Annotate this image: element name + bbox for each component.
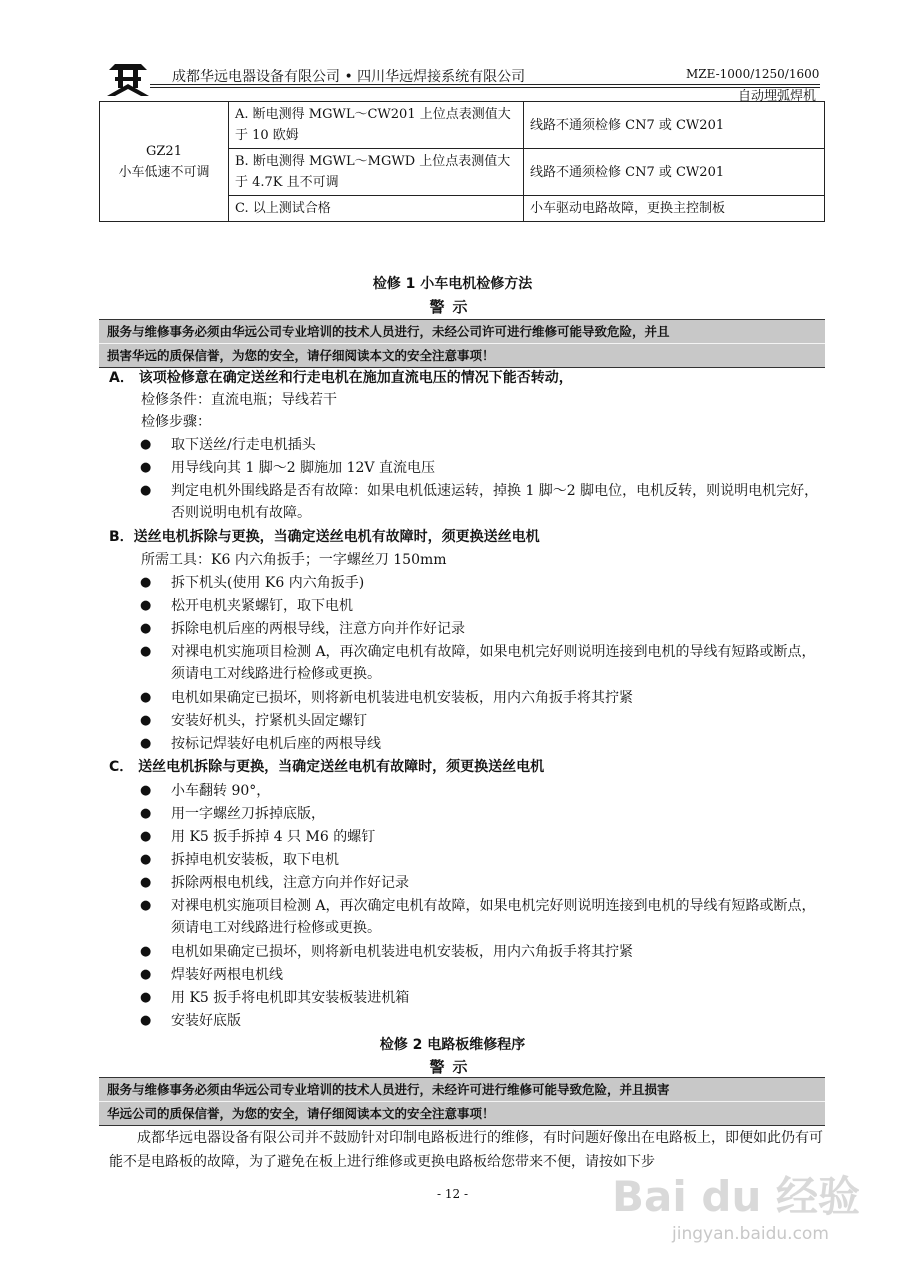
bullet-marker: ●	[140, 460, 152, 475]
warning-line: 服务与维修事务必须由华远公司专业培训的技术人员进行，未经公司许可进行维修可能导致危险，并且	[107, 324, 670, 339]
warning-line: 损害华远的质保信誉，为您的安全，请仔细阅读本文的安全注意事项！	[99, 343, 825, 367]
subsection-b-heading: B．送丝电机拆除与更换，当确定送丝电机有故障时，须更换送丝电机	[109, 529, 540, 545]
bullet-marker: ●	[140, 990, 152, 1005]
watermark-url: jingyan.baidu.com	[672, 1224, 829, 1244]
bullet-marker: ●	[140, 806, 152, 821]
list-item: 松开电机夹紧螺钉，取下电机	[171, 598, 353, 614]
bullet-marker: ●	[140, 621, 152, 636]
bullet-marker: ●	[140, 437, 152, 452]
header-subtitle: 自动埋弧焊机	[738, 89, 817, 104]
warning-box	[99, 319, 825, 368]
header-rule	[150, 84, 820, 85]
subsection-c-heading: C． 送丝电机拆除与更换，当确定送丝电机有故障时，须更换送丝电机	[109, 759, 545, 775]
subsection-b-tools: 所需工具：K6 内六角扳手；一字螺丝刀 150mm	[141, 552, 447, 568]
warning-line: 华远公司的质保信誉，为您的安全，请仔细阅读本文的安全注意事项！	[99, 1101, 825, 1125]
fault-symptom: 小车低速不可调	[118, 164, 210, 180]
bullet-marker: ●	[140, 875, 152, 890]
warning-title: 警示	[429, 298, 476, 316]
list-item: 焊装好两根电机线	[171, 967, 283, 983]
action-cell: 小车驱动电路故障，更换主控制板	[524, 196, 825, 222]
bullet-marker: ●	[140, 644, 152, 659]
bullet-marker: ●	[140, 1013, 152, 1028]
watermark-logo: Bai du 经验	[612, 1172, 860, 1221]
section-title: 检修 1 小车电机检修方法	[372, 276, 533, 292]
list-item: 对裸电机实施项目检测 A，再次确定电机有故障，如果电机完好则说明连接到电机的导线有短路或断点，须请电工对线路进行检修或更换。	[171, 898, 816, 936]
table-row	[100, 102, 825, 149]
action-cell: 线路不通须检修 CN7 或 CW201	[524, 149, 825, 196]
bullet-marker: ●	[140, 852, 152, 867]
fault-code-cell	[100, 102, 229, 222]
header-model: MZE-1000/1250/1600	[686, 67, 820, 81]
warning-line: 服务与维修事务必须由华远公司专业培训的技术人员进行，未经许可进行维修可能导致危险，并且损害	[107, 1082, 670, 1097]
bullet-marker: ●	[140, 736, 152, 751]
condition-cell: A. 断电测得 MGWL～CW201 上位点表测值大于 10 欧姆	[229, 102, 524, 149]
action-cell: 线路不通须检修 CN7 或 CW201	[524, 102, 825, 149]
list-item: 拆除电机后座的两根导线，注意方向并作好记录	[171, 621, 465, 637]
list-item: 用导线向其 1 脚～2 脚施加 12V 直流电压	[171, 460, 435, 476]
bullet-marker: ●	[140, 783, 152, 798]
bullet-marker: ●	[140, 898, 152, 913]
body-paragraph: 成都华远电器设备有限公司并不鼓励针对印制电路板进行的维修，有时问题好像出在电路板上，即便如此仍有可能不是电路板的故障，为了避免在板上进行维修或更换电路板给您带来不便，请按如下步	[109, 1130, 823, 1170]
list-item: 拆除两根电机线，注意方向并作好记录	[171, 875, 409, 891]
bullet-marker: ●	[140, 690, 152, 705]
condition-cell: C. 以上测试合格	[229, 196, 524, 222]
fault-table	[99, 101, 825, 222]
company-logo	[105, 60, 151, 98]
list-item: 拆下机头(使用 K6 内六角扳手)	[171, 575, 365, 591]
list-item: 对裸电机实施项目检测 A，再次确定电机有故障，如果电机完好则说明连接到电机的导线有短路或断点，须请电工对线路进行检修或更换。	[171, 644, 816, 682]
subsection-a-steps-label: 检修步骤：	[141, 414, 211, 430]
list-item: 取下送丝/行走电机插头	[171, 437, 316, 453]
list-item: 小车翻转 90°，	[171, 783, 271, 799]
list-item: 按标记焊装好电机后座的两根导线	[171, 736, 381, 752]
condition-cell: B. 断电测得 MGWL～MGWD 上位点表测值大于 4.7K 且不可调	[229, 149, 524, 196]
list-item: 电机如果确定已损坏，则将新电机装进电机安装板，用内六角扳手将其拧紧	[171, 944, 633, 960]
subsection-a-heading: A． 该项检修意在确定送丝和行走电机在施加直流电压的情况下能否转动，	[109, 370, 573, 386]
bullet-marker: ●	[140, 944, 152, 959]
subsection-a-conditions: 检修条件：直流电瓶；导线若干	[141, 392, 337, 408]
header-company: 成都华远电器设备有限公司 • 四川华远焊接系统有限公司	[172, 69, 526, 85]
bullet-marker: ●	[140, 829, 152, 844]
list-item: 用 K5 扳手拆掉 4 只 M6 的螺钉	[171, 829, 376, 845]
list-item: 拆掉电机安装板，取下电机	[171, 852, 339, 868]
page-number: - 12 -	[436, 1187, 468, 1201]
list-item: 安装好机头，拧紧机头固定螺钉	[171, 713, 367, 729]
list-item: 用一字螺丝刀拆掉底版，	[171, 806, 325, 822]
bullet-marker: ●	[140, 598, 152, 613]
bullet-marker: ●	[140, 713, 152, 728]
list-item: 电机如果确定已损坏，则将新电机装进电机安装板，用内六角扳手将其拧紧	[171, 690, 633, 706]
bullet-marker: ●	[140, 967, 152, 982]
fault-code: GZ21	[146, 143, 182, 159]
header-rule	[150, 87, 820, 88]
list-item: 安装好底版	[171, 1013, 241, 1029]
list-item: 判定电机外围线路是否有故障：如果电机低速运转，掉换 1 脚～2 脚电位，电机反转，则说明电机完好，否则说明电机有故障。	[171, 483, 819, 521]
warning-box	[99, 1077, 825, 1126]
warning-title: 警示	[429, 1058, 476, 1076]
bullet-marker: ●	[140, 575, 152, 590]
bullet-marker: ●	[140, 483, 152, 498]
list-item: 用 K5 扳手将电机即其安装板装进机箱	[171, 990, 410, 1006]
section-title: 检修 2 电路板维修程序	[379, 1037, 526, 1053]
